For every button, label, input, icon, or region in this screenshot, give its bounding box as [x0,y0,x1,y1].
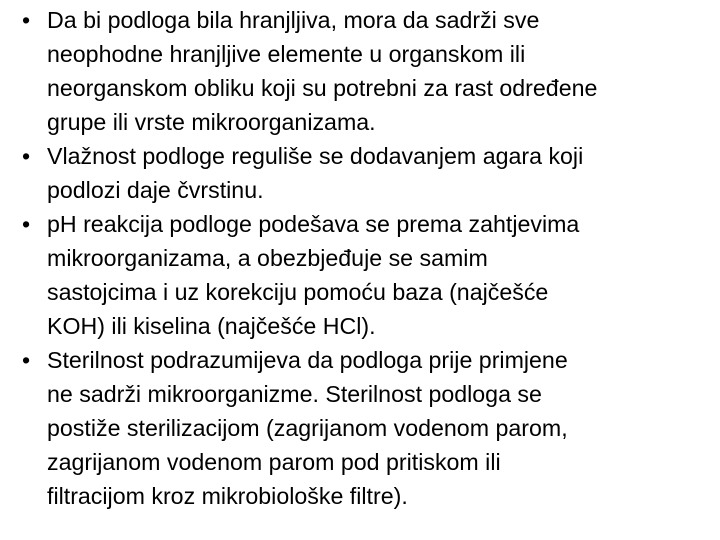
bullet-text-line: Da bi podloga bila hranjljiva, mora da sadrži sve [47,7,540,33]
bullet-text-line: sastojcima i uz korekciju pomoću baza (najčešće [47,279,549,305]
bullet-dot-icon: • [22,211,31,237]
bullet-text-line: ne sadrži mikroorganizme. Sterilnost podloga se [47,381,542,407]
bullet-text-line: podlozi daje čvrstinu. [47,177,264,203]
bullet-text-line: Vlažnost podloge reguliše se dodavanjem agara koji [47,143,584,169]
bullet-item-moisture [22,139,720,207]
bullet-item-ph [22,207,720,343]
bullet-item-nutrients [22,3,720,139]
bullet-list [22,3,720,513]
bullet-text-line: grupe ili vrste mikroorganizama. [47,109,376,135]
bullet-dot-icon: • [22,143,31,169]
bullet-item-sterility [22,343,720,513]
bullet-dot-icon: • [22,347,31,373]
bullet-dot-icon: • [22,7,31,33]
bullet-text-line: mikroorganizama, a obezbjeđuje se samim [47,245,488,271]
bullet-text-line: Sterilnost podrazumijeva da podloga prije primjene [47,347,568,373]
bullet-text-line: pH reakcija podloge podešava se prema zahtjevima [47,211,580,237]
bullet-text-line: neophodne hranjljive elemente u organskom ili [47,41,526,67]
bullet-text-line: KOH) ili kiselina (najčešće HCl). [47,313,376,339]
bullet-text-line: postiže sterilizacijom (zagrijanom vodenom parom, [47,415,568,441]
bullet-text-line: filtracijom kroz mikrobiološke filtre). [47,483,408,509]
bullet-text-line: zagrijanom vodenom parom pod pritiskom ili [47,449,501,475]
bullet-text-line: neorganskom obliku koji su potrebni za rast određene [47,75,598,101]
